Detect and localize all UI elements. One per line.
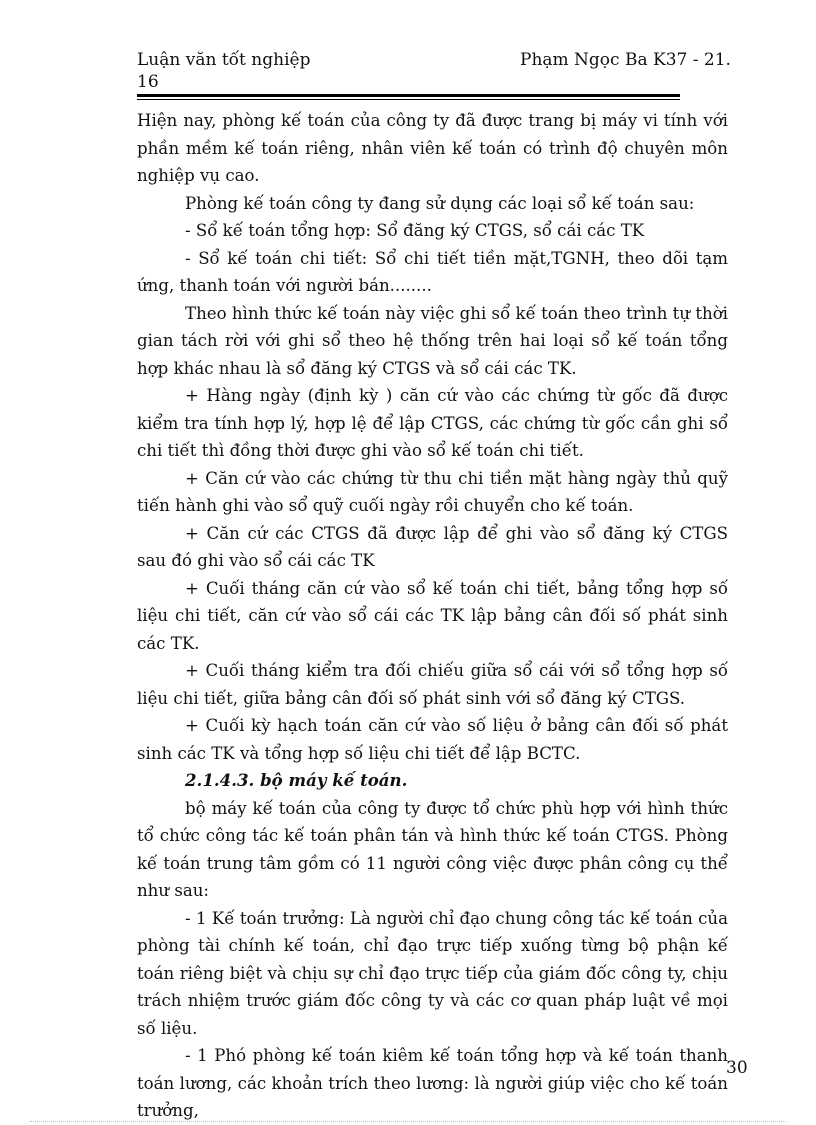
paragraph: + Cuối tháng căn cứ vào sổ kế toán chi tiết, bảng tổng hợp số liệu chi tiết, căn cứ vào sổ cái các TK lập bảng cân đối số phát sinh các TK. <box>137 578 728 653</box>
paragraph: - Sổ kế toán chi tiết: Sổ chi tiết tiền mặt,TGNH, theo dõi tạm ứng, thanh toán với người bán........ <box>137 248 728 295</box>
paragraph: Hiện nay, phòng kế toán của công ty đã được trang bị máy vi tính với phần mềm kế toán riêng, nhân viên kế toán có trình độ chuyên môn nghiệp vụ cao. <box>137 111 728 185</box>
paragraph: Phòng kế toán công ty đang sử dụng các loại sổ kế toán sau: <box>185 193 695 213</box>
page-number: 30 <box>726 1058 748 1078</box>
header-rule-thin <box>137 99 680 100</box>
page-bottom-border <box>30 1121 786 1122</box>
paragraph: - 1 Phó phòng kế toán kiêm kế toán tổng hợp và kế toán thanh toán lương, các khoản trích theo lương: là người giúp việc cho kế toán trưởng, <box>137 1046 728 1120</box>
header-title: Luận văn tốt nghiệp <box>137 50 311 70</box>
paragraph: Theo hình thức kế toán này việc ghi sổ kế toán theo trình tự thời gian tách rời với ghi sổ theo hệ thống trên hai loại sổ kế toán tổng hợp khác nhau là sổ đăng ký CTGS và sổ cái các TK. <box>137 303 728 378</box>
header-rule-thick <box>137 94 680 97</box>
header-subtitle: 16 <box>137 72 159 92</box>
paragraph: + Hàng ngày (định kỳ ) căn cứ vào các chứng từ gốc đã được kiểm tra tính hợp lý, hợp lệ để lập CTGS, các chứng từ gốc cần ghi sổ chi tiết thì đồng thời được ghi vào sổ kế toán chi tiết. <box>137 386 728 460</box>
header-left <box>137 49 310 93</box>
paragraph: + Căn cứ vào các chứng từ thu chi tiền mặt hàng ngày thủ quỹ tiến hành ghi vào sổ quỹ cuối ngày rồi chuyển cho kế toán. <box>137 468 728 515</box>
body-text <box>137 107 728 1125</box>
section-heading: 2.1.4.3. bộ máy kế toán. <box>185 770 408 790</box>
header-author: Phạm Ngọc Ba K37 - 21. <box>520 50 731 70</box>
paragraph: bộ máy kế toán của công ty được tổ chức phù hợp với hình thức tổ chức công tác kế toán phân tán và hình thức kế toán CTGS. Phòng kế toán trung tâm gồm có 11 người công việc được phân công cụ thể như sau: <box>137 798 728 900</box>
paragraph: + Cuối tháng kiểm tra đối chiếu giữa sổ cái với sổ tổng hợp số liệu chi tiết, giữa bảng cân đối số phát sinh với sổ đăng ký CTGS. <box>137 661 728 708</box>
paragraph: - 1 Kế toán trưởng: Là người chỉ đạo chung công tác kế toán của phòng tài chính kế toán, chỉ đạo trực tiếp xuống từng bộ phận kế toán riêng biệt và chịu sự chỉ đạo trực tiếp của giám đốc công ty, chịu trách nhiệm trước giám đốc công ty và các cơ quan pháp luật về mọi số liệu. <box>137 908 728 1038</box>
paragraph: + Căn cứ các CTGS đã được lập để ghi vào sổ đăng ký CTGS sau đó ghi vào sổ cái các TK <box>137 523 728 570</box>
paragraph: + Cuối kỳ hạch toán căn cứ vào số liệu ở bảng cân đối số phát sinh các TK và tổng hợp số liệu chi tiết để lập BCTC. <box>137 716 728 763</box>
paragraph: - Sổ kế toán tổng hợp: Sổ đăng ký CTGS, sổ cái các TK <box>185 221 645 240</box>
